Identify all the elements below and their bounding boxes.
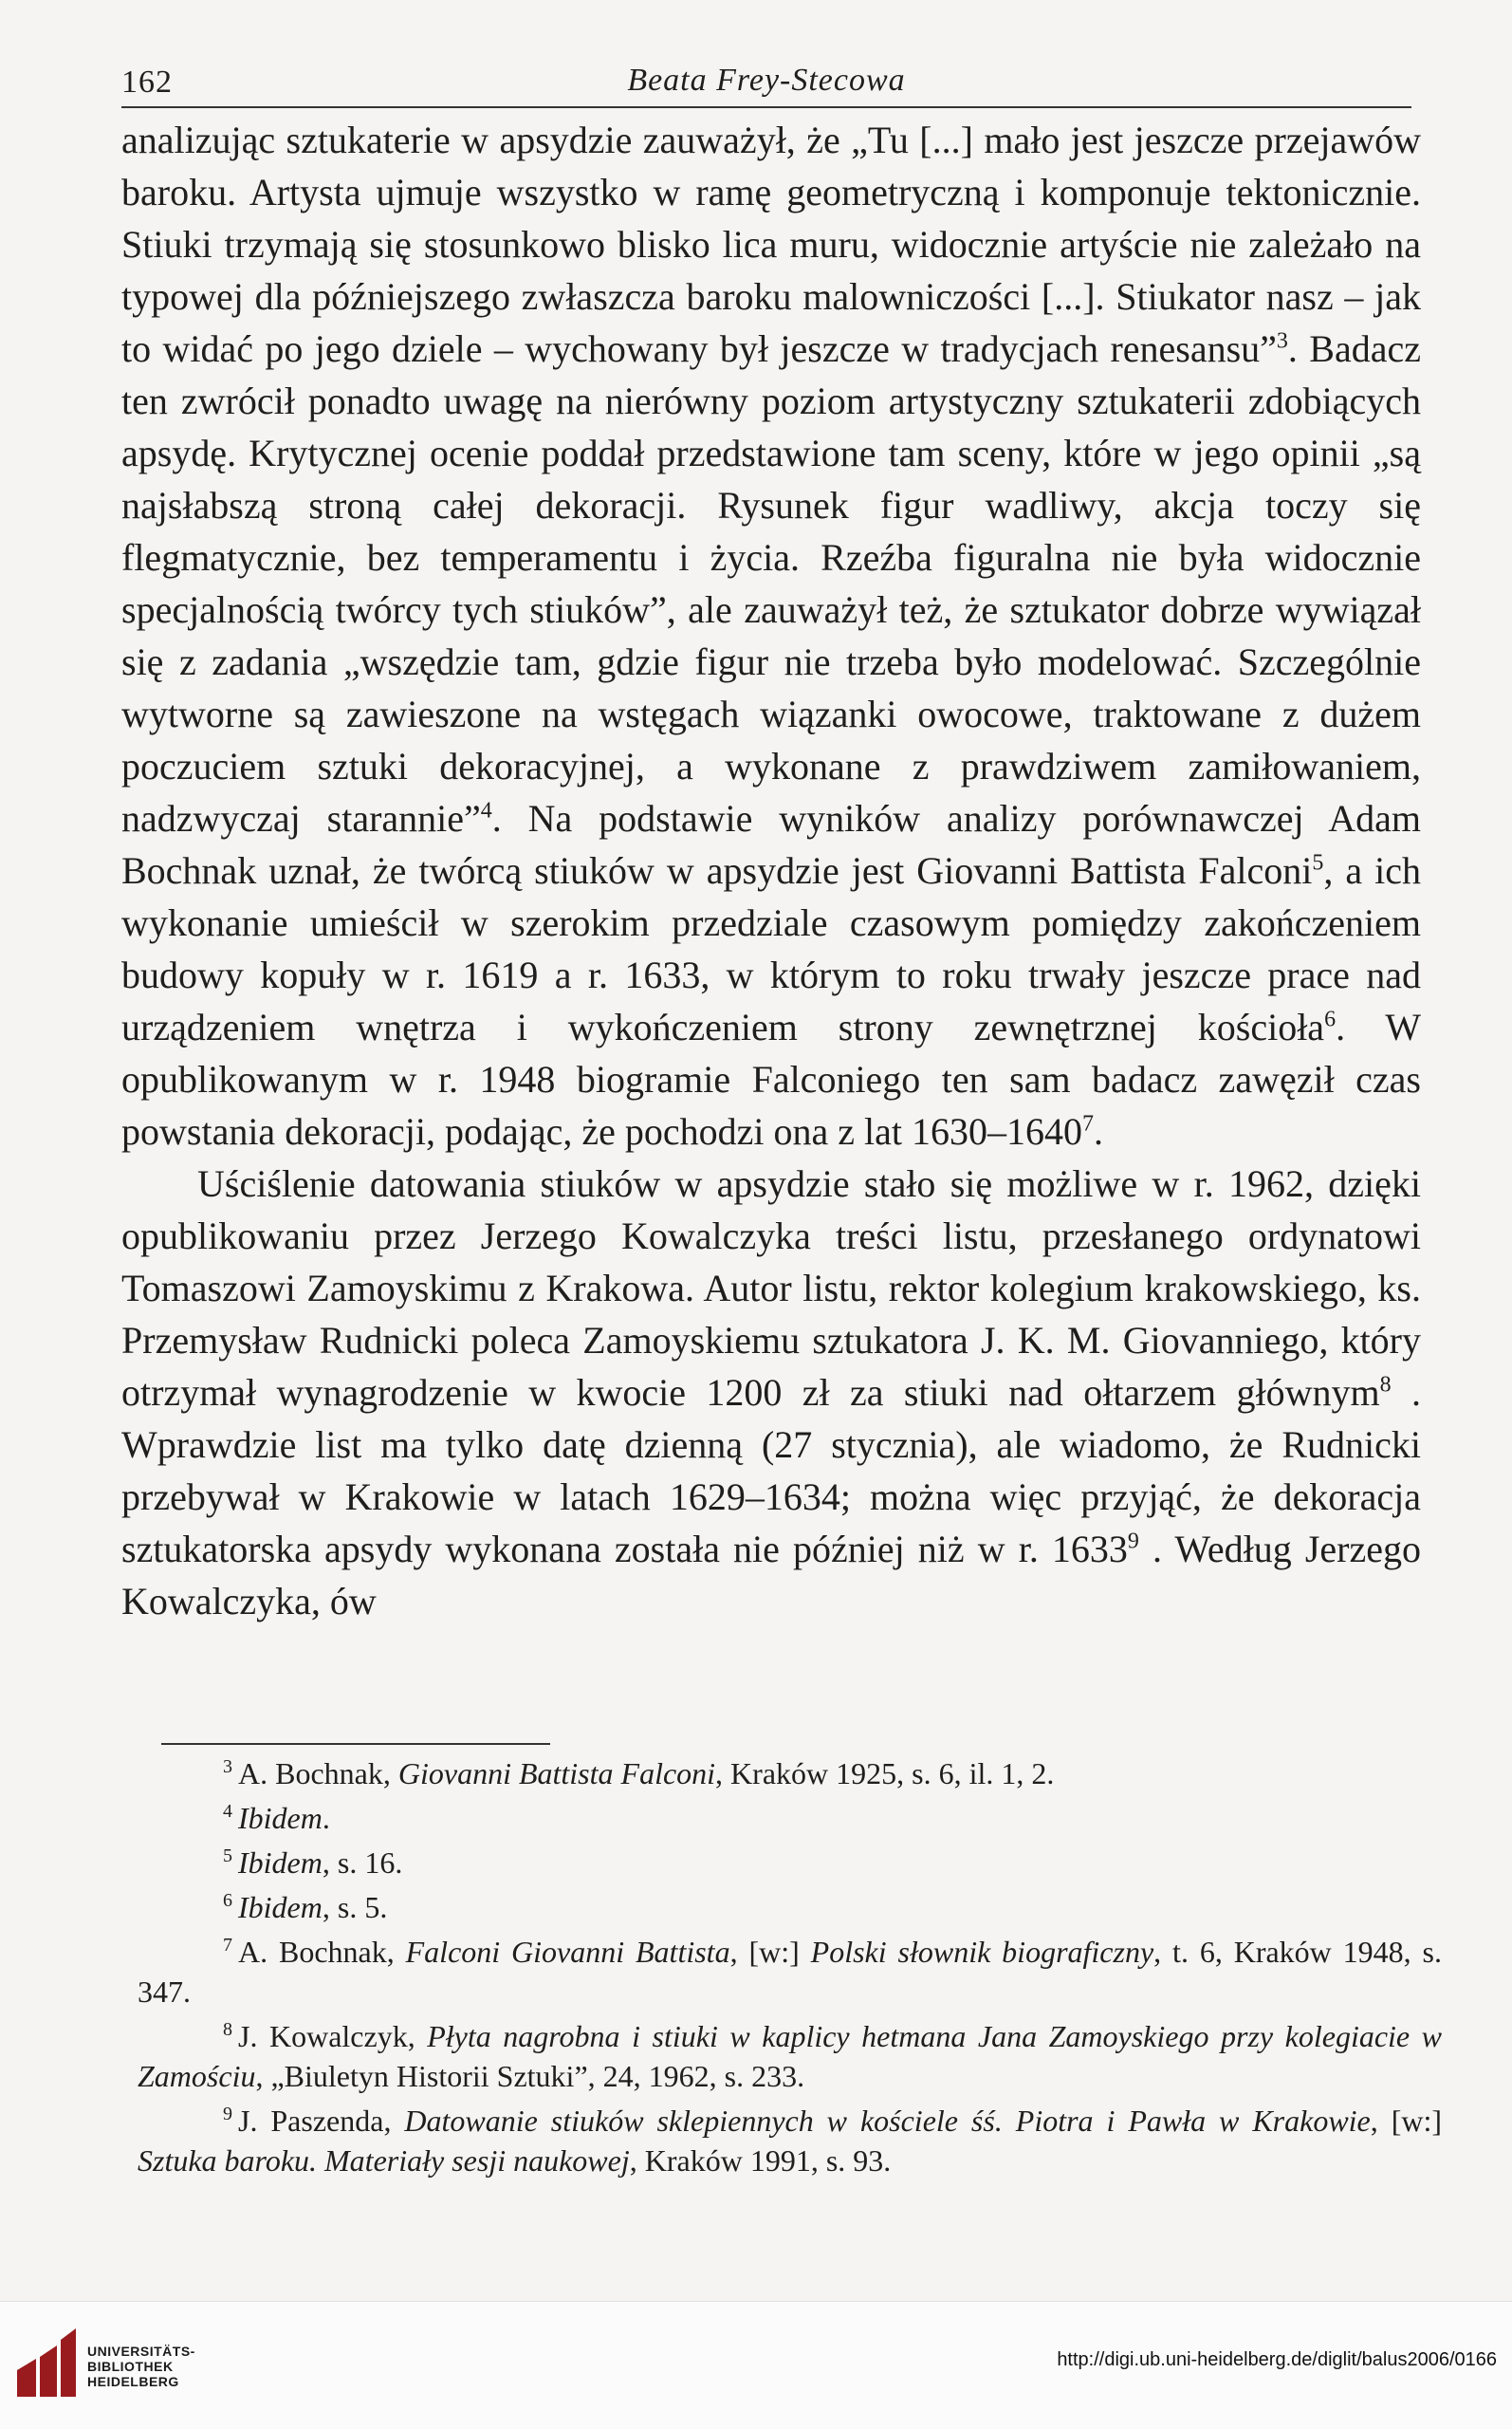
- fn-text: , Kraków 1925, s. 6, il. 1, 2.: [715, 1756, 1055, 1790]
- library-name-line: BIBLIOTHEK: [87, 2359, 174, 2374]
- footnote-number: 6: [223, 1890, 232, 1912]
- fn-text: J. Paszenda,: [238, 2104, 405, 2138]
- main-text: [121, 114, 1421, 1627]
- text-run: . Wprawdzie list ma tylko datę dzienną (27 stycznia), ale wiadomo, że Rudnicki przebywał w Krakowie w latach 1629–1634; można więc przyjąć, że dekoracja sztukatorska apsydy wykonana została nie później niż w r. 1633: [121, 1371, 1422, 1570]
- page-header: [121, 59, 1411, 108]
- fn-text: A. Bochnak,: [238, 1935, 406, 1969]
- fn-title: Falconi Giovanni Battista: [405, 1935, 730, 1969]
- running-head: Beata Frey-Stecowa: [627, 63, 906, 98]
- footnote-ref-4[interactable]: 4: [480, 798, 492, 824]
- fn-title: Sztuka baroku. Materiały sesji naukowej: [138, 2143, 630, 2178]
- fn-text: , t. 6, Kraków 1948, s. 347.: [138, 1935, 1443, 2009]
- fn-title: Ibidem: [238, 1890, 323, 1924]
- fn-text: .: [322, 1801, 330, 1835]
- fn-text: , s. 16.: [322, 1845, 403, 1880]
- fn-text: , Kraków 1991, s. 93.: [629, 2143, 892, 2178]
- footnote-ref-8[interactable]: 8: [1379, 1372, 1392, 1398]
- paragraph-2: [121, 1158, 1421, 1627]
- footnote-number: 7: [223, 1935, 232, 1956]
- digitization-footer: [0, 2301, 1512, 2429]
- text-run: . Badacz ten zwrócił ponadto uwagę na nierówny poziom artystyczny sztukaterii zdobiących apsydę. Krytycznej ocenie poddał przedstawione tam sceny, które w jego opinii „są najsłabszą stroną całej dekoracji. Rysunek figur wadliwy, akcja toczy się flegmatycznie, bez temperamentu i życia. Rzeźba figuralna nie była widocznie specjalnością twórcy tych stiuków”, ale zauważył też, że sztukator dobrze wywiązał się z zadania „wszędzie tam, gdzie figur nie trzeba było modelować. Szczególnie wytworne są zawieszone na wstęgach wiązanki owocowe, traktowane z dużem poczuciem sztuki dekoracyjnej, a wykonane z prawdziwem zamiłowaniem, nadzwyczaj starannie”: [121, 327, 1421, 840]
- fn-title: Ibidem: [238, 1845, 323, 1880]
- paragraph-1: [121, 114, 1421, 1158]
- fn-text: , s. 5.: [322, 1890, 388, 1924]
- fn-text: A. Bochnak,: [238, 1756, 398, 1790]
- footnote-3: [138, 1753, 1442, 1793]
- text-run: . W opublikowanym w r. 1948 biogramie Falconiego ten sam badacz zawęził czas powstania dekoracji, podając, że pochodzi ona z lat 1630–1640: [121, 1006, 1421, 1153]
- footnote-9: [138, 2101, 1442, 2180]
- text-run: .: [1094, 1110, 1103, 1153]
- text-run: . Na podstawie wyników analizy porównawczej Adam Bochnak uznał, że twórcą stiuków w apsydzie jest Giovanni Battista Falconi: [121, 797, 1421, 892]
- footnote-separator: [161, 1743, 550, 1745]
- fn-title: Płyta nagrobna i stiuki w kaplicy hetmana Jana Zamoyskiego przy kolegiacie w Zamościu: [138, 2019, 1443, 2093]
- fn-text: , [w:]: [729, 1935, 811, 1969]
- footnote-4: [138, 1798, 1442, 1838]
- footnote-number: 3: [223, 1756, 232, 1778]
- footnote-7: [138, 1932, 1442, 2012]
- footnote-ref-3[interactable]: 3: [1276, 328, 1288, 354]
- fn-title: Ibidem: [238, 1801, 323, 1835]
- text-run: , a ich wykonanie umieścił w szerokim przedziale czasowym pomiędzy zakończeniem budowy kopuły w r. 1619 a r. 1633, w którym to roku trwały jeszcze prace nad urządzeniem wnętrza i wykończeniem strony zewnętrznej kościoła: [121, 849, 1421, 1048]
- source-url-link[interactable]: http://digi.ub.uni-heidelberg.de/diglit/balus2006/0166: [1057, 2349, 1497, 2370]
- fn-text: J. Kowalczyk,: [238, 2019, 428, 2053]
- footnote-number: 4: [223, 1801, 232, 1823]
- fn-title: Datowanie stiuków sklepiennych w kościele śś. Piotra i Pawła w Krakowie: [404, 2104, 1371, 2138]
- footnote-ref-7[interactable]: 7: [1082, 1111, 1094, 1137]
- library-name-line: UNIVERSITÄTS-: [87, 2344, 195, 2359]
- footnote-number: 9: [223, 2104, 232, 2125]
- footnote-ref-6[interactable]: 6: [1324, 1007, 1337, 1032]
- library-name-line: HEIDELBERG: [87, 2374, 179, 2389]
- fn-title: Polski słownik biograficzny: [810, 1935, 1154, 1969]
- fn-title: Giovanni Battista Falconi: [397, 1756, 716, 1790]
- header-rule: [121, 106, 1411, 108]
- text-run: Uściślenie datowania stiuków w apsydzie stało się możliwe w r. 1962, dzięki opublikowaniu przez Jerzego Kowalczyka treści listu, przesłanego ordynatowi Tomaszowi Zamoyskimu z Krakowa. Autor listu, rektor kolegium krakowskiego, ks. Przemysław Rudnicki poleca Zamoyskiemu sztukatora J. K. M. Giovanniego, który otrzymał wynagrodzenie w kwocie 1200 zł za stiuki nad ołtarzem głównym: [121, 1162, 1421, 1414]
- fn-text: , [w:]: [1370, 2104, 1443, 2138]
- footnote-8: [138, 2016, 1442, 2096]
- footnote-5: [138, 1843, 1442, 1882]
- library-name: [87, 2344, 195, 2389]
- page-number: 162: [121, 65, 173, 100]
- footnote-ref-5[interactable]: 5: [1312, 850, 1324, 876]
- fn-text: , „Biuletyn Historii Sztuki”, 24, 1962, s. 233.: [255, 2059, 805, 2093]
- footnote-ref-9[interactable]: 9: [1127, 1529, 1139, 1554]
- footnote-number: 5: [223, 1845, 232, 1867]
- footnote-number: 8: [223, 2019, 232, 2041]
- text-run: analizując sztukaterie w apsydzie zauważył, że „Tu [...] mało jest jeszcze przejawów baroku. Artysta ujmuje wszystko w ramę geometryczną i komponuje tektonicznie. Stiuki trzymają się stosunkowo blisko lica muru, widocznie artyście nie zależało na typowej dla późniejszego zwłaszcza baroku malowniczości [...]. Stiukator nasz – jak to widać po jego dziele – wychowany był jeszcze w tradycjach renesansu”: [121, 119, 1421, 370]
- footnotes: [138, 1753, 1442, 2185]
- footnote-6: [138, 1887, 1442, 1927]
- library-logo-icon: [17, 2328, 76, 2397]
- text-run: . Według Jerzego Kowalczyka, ów: [121, 1528, 1421, 1622]
